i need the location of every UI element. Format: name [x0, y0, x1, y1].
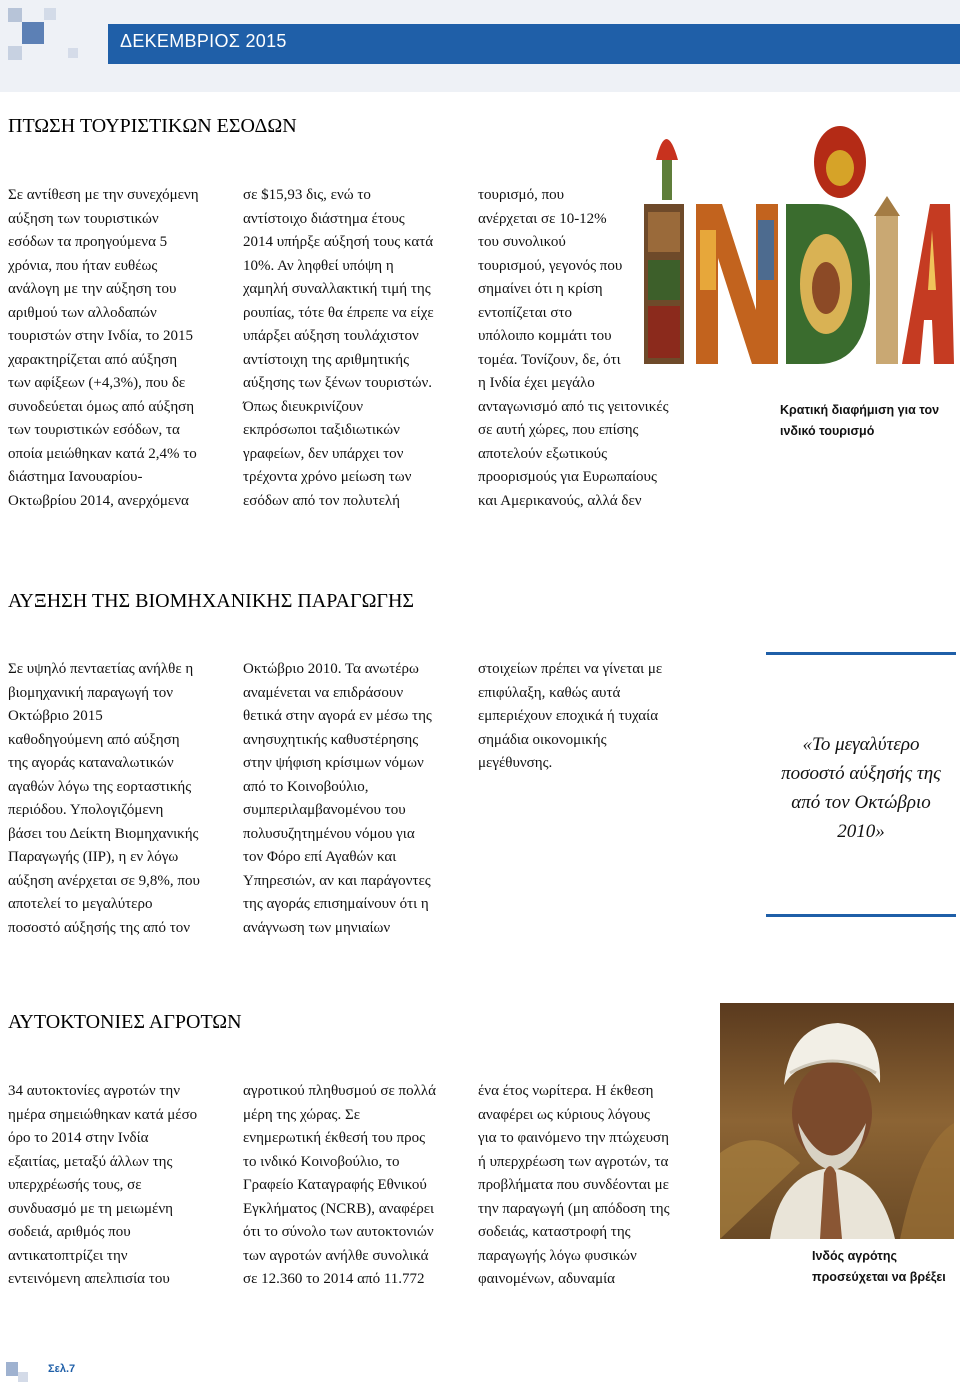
issue-date: ΔΕΚΕΜΒΡΙΟΣ 2015: [120, 31, 287, 51]
footer-decor-square: [6, 1362, 18, 1376]
tourism-col-2: σε $15,93 δις, ενώ το αντίστοιχο διάστημα έτους 2014 υπήρξε αύξησή τους κατά 10%. Αν ληφθεί υπόψη η χαμηλή συναλλακτική τιμή της ρουπίας, τότε θα έπρεπε να είχε υπάρξει αύξηση τουλάχιστον αντίστοιχη της αριθμητικής αύξησης των ξένων τουριστών. Όπως διευκρινίζουν εκπρόσωποι ταξιδιωτικών γραφείων, δεν υπάρχει τον τρέχοντα χρόνο μείωση των εσόδων από τον πολυτελή: [243, 187, 434, 509]
quote-bottom-rule: [766, 914, 956, 917]
torch-icon: [656, 139, 678, 200]
farmers-col-2: αγροτικού πληθυσμού σε πολλά μέρη της χώρας. Σε ενημερωτική έκθεσή του προς το ινδικό Κοινοβούλιο, το Γραφείο Καταγραφής Εθνικού Εγκλήματος (NCRB), αναφέρει ότι το σύνολο των αυτοκτονιών των αγροτών ανήλθε συνολικά σε 12.360 το 2014 από 11.772: [243, 1083, 437, 1287]
farmers-col-3: ένα έτος νωρίτερα. Η έκθεση αναφέρει ως κύριους λόγους για το φαινόμενο την πτώχευση ή υπερχρέωση των αγροτών, τα προβλήματα που συνδέονται με την παραγωγή (μη απόδοση της σοδειάς, καταστροφή της παραγωγής λόγω φυσικών φαινομένων, αδυναμία: [478, 1083, 670, 1287]
india-tourism-poster: [638, 120, 954, 374]
quote-top-rule: [766, 652, 956, 655]
industry-col-1: Σε υψηλό πενταετίας ανήλθε η βιομηχανική παραγωγή τον Οκτώβριο 2015 καθοδηγούμενη από αύξηση της αγοράς καταναλωτικών αγαθών λόγω της εορταστικής περιόδου. Υπολογιζόμενη βάσει του Δείκτη Βιομηχανικής Παραγωγής (IIP), η εν λόγω αύξηση ανέρχεται σε 9,8%, που αποτελεί το μεγαλύτερο ποσοστό αύξησής της από τον: [8, 661, 200, 936]
tourism-col-1: Σε αντίθεση με την συνεχόμενη αύξηση των τουριστικών εσόδων τα προηγούμενα 5 χρόνια, που ήταν ευθέως ανάλογη με την αύξηση του αριθμού των αλλοδαπών τουριστών στην Ινδία, το 2015 χαρακτηρίζεται από αύξηση των αφίξεων (+4,3%), που δε συνοδεύεται όμως από αύξηση των τουριστικών εσόδων, τα οποία μειώθηκαν κατά 2,4% το διάστημα Ιανουαρίου- Οκτωβρίου 2014, ανερχόμενα: [8, 187, 199, 509]
letter-i-pillar: [874, 196, 900, 364]
farmer-image-caption: Ινδός αγρότης προσεύχεται να βρέξει: [812, 1249, 946, 1284]
page-number: Σελ.7: [48, 1363, 76, 1375]
section-title-farmers: ΑΥΤΟΚΤΟΝΙΕΣ ΑΓΡΟΤΩΝ: [8, 1011, 242, 1033]
farmers-col-1: 34 αυτοκτονίες αγροτών την ημέρα σημειώθηκαν κατά μέσο όρο το 2014 στην Ινδία εξαιτίας, μεταξύ άλλων της υπερχρέωσής τους, σε συνδυασμό με τη μειωμένη σοδειά, αριθμός που αντικατοπτρίζει την εντεινόμενη απελπισία του: [8, 1083, 198, 1287]
tourism-image-caption: Κρατική διαφήμιση για τον ινδικό τουρισμό: [780, 403, 940, 438]
dancer-face-icon: [814, 126, 866, 198]
farmer-photo: [720, 1003, 954, 1239]
tourism-col-3: τουρισμό, που ανέρχεται σε 10-12% του συνολικού τουρισμού, γεγονός που σημαίνει ότι η κρίση εντοπίζεται στο υπόλοιπο κομμάτι του τομέα. Τονίζουν, δε, ότι η Ινδία έχει μεγάλο ανταγωνισμό από τις γειτονικές σε αυτή χώρες, που επίσης αποτελούν εξωτικούς προορισμούς για Ευρωπαίους και Αμερικανούς, αλλά δεν: [478, 187, 669, 509]
decor-square: [68, 48, 78, 58]
pull-quote: «Το μεγαλύτερο ποσοστό αύξησής της από τον Οκτώβριο 2010»: [781, 734, 941, 842]
footer-decor-square: [18, 1372, 28, 1382]
decor-square: [8, 46, 22, 60]
letter-a: [902, 204, 954, 364]
decor-square: [8, 8, 22, 22]
industry-col-2: Οκτώβριο 2010. Τα ανωτέρω αναμένεται να επιδράσουν θετικά στην αγορά εν μέσω της ανησυχητικής καθυστέρησης στην ψήφιση κρίσιμων νόμων από το Κοινοβούλιο, συμπεριλαμβανομένου του πολυσυζητημένου νόμου για τον Φόρο επί Αγαθών και Υπηρεσιών, αν και παράγοντες της αγοράς επισημαίνουν ότι η ανάγνωση των μηνιαίων: [243, 661, 432, 936]
letter-d: [786, 204, 870, 364]
decor-square: [44, 8, 56, 20]
section-title-industry: ΑΥΞΗΣΗ ΤΗΣ ΒΙΟΜΗΧΑΝΙΚΗΣ ΠΑΡΑΓΩΓΗΣ: [8, 590, 415, 612]
letter-n: [696, 204, 778, 364]
industry-col-3: στοιχείων πρέπει να γίνεται με επιφύλαξη, καθώς αυτά εμπεριέχουν εποχικά ή τυχαία σημάδια οικονομικής μεγέθυνσης.: [478, 661, 663, 771]
letter-i: [644, 204, 684, 364]
decor-square: [22, 22, 44, 44]
section-title-tourism: ΠΤΩΣΗ ΤΟΥΡΙΣΤΙΚΩΝ ΕΣΟΔΩΝ: [8, 115, 297, 137]
